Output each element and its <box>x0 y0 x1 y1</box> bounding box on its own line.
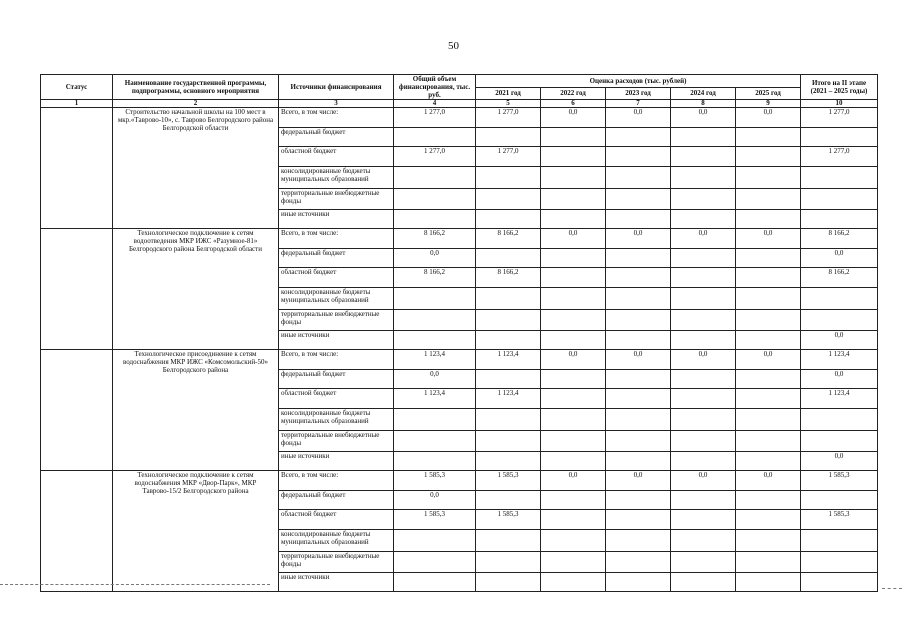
value-cell-y2024 <box>671 389 736 409</box>
value-cell-volume: 0,0 <box>394 370 476 389</box>
value-cell-y2021: 1 123,4 <box>476 389 541 409</box>
value-cell-y2021 <box>476 167 541 189</box>
value-cell-volume <box>394 331 476 350</box>
value-cell-y2025 <box>736 409 801 431</box>
value-cell-y2023 <box>606 331 671 350</box>
header-sources: Источники финансирования <box>279 75 394 100</box>
value-cell-volume: 0,0 <box>394 491 476 510</box>
source-label: иные источники <box>279 331 394 350</box>
value-cell-y2021: 1 585,3 <box>476 471 541 491</box>
value-cell-stage: 1 277,0 <box>801 147 878 167</box>
value-cell-volume: 1 123,4 <box>394 389 476 409</box>
value-cell-y2025 <box>736 189 801 210</box>
value-cell-y2025: 0,0 <box>736 229 801 249</box>
source-label: областной бюджет <box>279 268 394 288</box>
value-cell-y2024: 0,0 <box>671 471 736 491</box>
value-cell-stage: 0,0 <box>801 249 878 268</box>
value-cell-stage: 0,0 <box>801 331 878 350</box>
value-cell-volume: 1 277,0 <box>394 147 476 167</box>
value-cell-y2022 <box>541 431 606 452</box>
value-cell-y2023 <box>606 389 671 409</box>
value-cell-y2024 <box>671 530 736 552</box>
value-cell-y2023: 0,0 <box>606 471 671 491</box>
status-cell <box>41 108 113 229</box>
value-cell-y2025 <box>736 167 801 189</box>
value-cell-y2025 <box>736 310 801 331</box>
event-name: Технологическое подключение к сетям водоотведения МКР ИЖС «Разумное-81» Белгородского района Белгородской области <box>113 229 279 350</box>
value-cell-y2021 <box>476 128 541 147</box>
value-cell-stage <box>801 573 878 592</box>
column-number: 8 <box>671 100 736 108</box>
value-cell-y2023: 0,0 <box>606 229 671 249</box>
value-cell-volume: 0,0 <box>394 249 476 268</box>
source-label: федеральный бюджет <box>279 128 394 147</box>
column-numbers-row <box>41 100 878 108</box>
value-cell-y2024 <box>671 431 736 452</box>
value-cell-y2022 <box>541 249 606 268</box>
value-cell-y2023 <box>606 530 671 552</box>
value-cell-stage <box>801 128 878 147</box>
value-cell-volume <box>394 452 476 471</box>
value-cell-y2023 <box>606 147 671 167</box>
value-cell-y2024 <box>671 409 736 431</box>
value-cell-stage: 0,0 <box>801 370 878 389</box>
value-cell-y2025: 0,0 <box>736 108 801 128</box>
header-year-2021: 2021 год <box>476 87 541 100</box>
source-label: консолидированные бюджеты муниципальных образований <box>279 167 394 189</box>
value-cell-y2022 <box>541 210 606 229</box>
value-cell-y2022: 0,0 <box>541 471 606 491</box>
value-cell-stage <box>801 310 878 331</box>
table-row <box>41 350 878 370</box>
value-cell-volume <box>394 128 476 147</box>
value-cell-stage: 1 585,3 <box>801 510 878 530</box>
value-cell-stage: 1 277,0 <box>801 108 878 128</box>
source-label: Всего, в том числе: <box>279 471 394 491</box>
value-cell-volume: 8 166,2 <box>394 229 476 249</box>
value-cell-y2025 <box>736 249 801 268</box>
source-label: областной бюджет <box>279 389 394 409</box>
header-year-2023: 2023 год <box>606 87 671 100</box>
value-cell-y2023 <box>606 288 671 310</box>
value-cell-y2021 <box>476 491 541 510</box>
value-cell-y2025: 0,0 <box>736 471 801 491</box>
value-cell-y2024 <box>671 210 736 229</box>
value-cell-y2025 <box>736 491 801 510</box>
page-number: 50 <box>448 40 459 52</box>
status-cell <box>41 350 113 471</box>
header-year-2022: 2022 год <box>541 87 606 100</box>
value-cell-y2021: 1 277,0 <box>476 108 541 128</box>
value-cell-y2021 <box>476 310 541 331</box>
column-number: 10 <box>801 100 878 108</box>
status-cell <box>41 229 113 350</box>
column-number: 9 <box>736 100 801 108</box>
value-cell-y2022 <box>541 288 606 310</box>
value-cell-y2025 <box>736 370 801 389</box>
column-number: 2 <box>113 100 279 108</box>
event-name: Строительство начальной школы на 100 мест в мкр.«Таврово-10», с. Таврово Белгородского района Белгородской области <box>113 108 279 229</box>
value-cell-volume: 1 123,4 <box>394 350 476 370</box>
source-label: областной бюджет <box>279 147 394 167</box>
value-cell-y2024 <box>671 128 736 147</box>
value-cell-y2023 <box>606 409 671 431</box>
value-cell-y2024 <box>671 249 736 268</box>
scan-artifact-line <box>882 588 902 589</box>
value-cell-volume <box>394 431 476 452</box>
source-label: областной бюджет <box>279 510 394 530</box>
header-total-volume: Общий объем финансирования, тыс. руб. <box>394 75 476 100</box>
value-cell-y2023: 0,0 <box>606 350 671 370</box>
source-label: консолидированные бюджеты муниципальных образований <box>279 409 394 431</box>
value-cell-volume <box>394 189 476 210</box>
value-cell-stage: 8 166,2 <box>801 229 878 249</box>
value-cell-y2023 <box>606 552 671 573</box>
event-name: Технологическое подключение к сетям водоснабжения МКР «Двор-Парк», МКР Таврово-15/2 Белгородского района <box>113 471 279 592</box>
value-cell-stage <box>801 491 878 510</box>
event-name: Технологическое присоединение к сетям водоснабжения МКР ИЖС «Комсомольский-50» Белгородского района <box>113 350 279 471</box>
value-cell-y2025: 0,0 <box>736 350 801 370</box>
value-cell-y2023 <box>606 189 671 210</box>
value-cell-y2022: 0,0 <box>541 350 606 370</box>
value-cell-y2022 <box>541 530 606 552</box>
column-number: 4 <box>394 100 476 108</box>
value-cell-y2022 <box>541 510 606 530</box>
value-cell-volume <box>394 409 476 431</box>
value-cell-y2021 <box>476 189 541 210</box>
header-program-name: Наименование государственной программы, подпрограммы, основного мероприятия <box>113 75 279 100</box>
column-number: 1 <box>41 100 113 108</box>
value-cell-stage: 1 123,4 <box>801 350 878 370</box>
header-year-2025: 2025 год <box>736 87 801 100</box>
value-cell-y2024 <box>671 491 736 510</box>
value-cell-y2024 <box>671 288 736 310</box>
value-cell-y2022 <box>541 310 606 331</box>
value-cell-y2021 <box>476 331 541 350</box>
value-cell-y2023 <box>606 491 671 510</box>
value-cell-y2023 <box>606 128 671 147</box>
value-cell-y2021 <box>476 210 541 229</box>
table-row <box>41 471 878 491</box>
value-cell-y2025 <box>736 431 801 452</box>
value-cell-volume <box>394 552 476 573</box>
value-cell-volume: 1 277,0 <box>394 108 476 128</box>
column-number: 7 <box>606 100 671 108</box>
value-cell-stage <box>801 409 878 431</box>
source-label: консолидированные бюджеты муниципальных образований <box>279 288 394 310</box>
source-label: федеральный бюджет <box>279 249 394 268</box>
value-cell-volume: 1 585,3 <box>394 471 476 491</box>
header-estimate: Оценка расходов (тыс. рублей) <box>476 75 801 88</box>
column-number: 3 <box>279 100 394 108</box>
value-cell-y2022: 0,0 <box>541 108 606 128</box>
value-cell-stage: 1 585,3 <box>801 471 878 491</box>
value-cell-y2024 <box>671 573 736 592</box>
table-row <box>41 108 878 128</box>
table-row <box>41 229 878 249</box>
source-label: Всего, в том числе: <box>279 350 394 370</box>
value-cell-y2021 <box>476 573 541 592</box>
value-cell-y2022 <box>541 552 606 573</box>
value-cell-y2021 <box>476 288 541 310</box>
value-cell-y2022 <box>541 389 606 409</box>
source-label: федеральный бюджет <box>279 491 394 510</box>
value-cell-y2024 <box>671 552 736 573</box>
value-cell-y2023 <box>606 167 671 189</box>
column-number: 5 <box>476 100 541 108</box>
value-cell-y2023 <box>606 370 671 389</box>
status-cell <box>41 471 113 592</box>
source-label: иные источники <box>279 573 394 592</box>
value-cell-y2021 <box>476 452 541 471</box>
value-cell-y2025 <box>736 268 801 288</box>
value-cell-y2022 <box>541 167 606 189</box>
value-cell-volume <box>394 530 476 552</box>
value-cell-y2023 <box>606 268 671 288</box>
source-label: Всего, в том числе: <box>279 229 394 249</box>
header-status: Статус <box>41 75 113 100</box>
value-cell-y2021 <box>476 370 541 389</box>
value-cell-volume <box>394 573 476 592</box>
value-cell-y2024 <box>671 510 736 530</box>
value-cell-y2023 <box>606 249 671 268</box>
value-cell-y2024 <box>671 189 736 210</box>
value-cell-stage <box>801 210 878 229</box>
value-cell-y2022 <box>541 370 606 389</box>
value-cell-volume <box>394 167 476 189</box>
value-cell-y2021: 8 166,2 <box>476 229 541 249</box>
value-cell-y2022 <box>541 331 606 350</box>
value-cell-y2022 <box>541 128 606 147</box>
value-cell-y2023 <box>606 573 671 592</box>
header-year-2024: 2024 год <box>671 87 736 100</box>
value-cell-y2022 <box>541 189 606 210</box>
value-cell-y2025 <box>736 552 801 573</box>
value-cell-stage <box>801 288 878 310</box>
value-cell-volume <box>394 310 476 331</box>
value-cell-volume: 8 166,2 <box>394 268 476 288</box>
value-cell-y2023 <box>606 510 671 530</box>
value-cell-y2025 <box>736 452 801 471</box>
value-cell-y2024 <box>671 370 736 389</box>
value-cell-y2025 <box>736 128 801 147</box>
value-cell-y2022 <box>541 452 606 471</box>
value-cell-y2024 <box>671 268 736 288</box>
source-label: консолидированные бюджеты муниципальных образований <box>279 530 394 552</box>
value-cell-y2024: 0,0 <box>671 108 736 128</box>
value-cell-y2025 <box>736 210 801 229</box>
value-cell-y2021 <box>476 409 541 431</box>
value-cell-y2024 <box>671 147 736 167</box>
value-cell-stage <box>801 431 878 452</box>
value-cell-y2023: 0,0 <box>606 108 671 128</box>
value-cell-y2022: 0,0 <box>541 229 606 249</box>
source-label: федеральный бюджет <box>279 370 394 389</box>
value-cell-y2024 <box>671 452 736 471</box>
value-cell-volume: 1 585,3 <box>394 510 476 530</box>
header-stage-total: Итого на II этапе (2021 – 2025 годы) <box>801 75 878 100</box>
value-cell-y2024: 0,0 <box>671 350 736 370</box>
value-cell-volume <box>394 288 476 310</box>
value-cell-y2025 <box>736 147 801 167</box>
source-label: территориальные внебюджетные фонды <box>279 431 394 452</box>
value-cell-y2023 <box>606 310 671 331</box>
value-cell-y2024 <box>671 331 736 350</box>
value-cell-stage: 0,0 <box>801 452 878 471</box>
value-cell-stage <box>801 189 878 210</box>
value-cell-y2024 <box>671 310 736 331</box>
value-cell-y2021: 1 123,4 <box>476 350 541 370</box>
value-cell-y2025 <box>736 573 801 592</box>
value-cell-y2022 <box>541 409 606 431</box>
scan-artifact-line <box>0 584 270 585</box>
value-cell-y2025 <box>736 288 801 310</box>
value-cell-stage <box>801 552 878 573</box>
column-number: 6 <box>541 100 606 108</box>
value-cell-y2023 <box>606 431 671 452</box>
value-cell-y2023 <box>606 452 671 471</box>
value-cell-y2021 <box>476 530 541 552</box>
value-cell-y2022 <box>541 573 606 592</box>
source-label: Всего, в том числе: <box>279 108 394 128</box>
value-cell-y2025 <box>736 331 801 350</box>
budget-table <box>40 74 878 592</box>
value-cell-y2023 <box>606 210 671 229</box>
source-label: территориальные внебюджетные фонды <box>279 310 394 331</box>
value-cell-y2025 <box>736 389 801 409</box>
value-cell-y2024 <box>671 167 736 189</box>
value-cell-volume <box>394 210 476 229</box>
value-cell-stage: 8 166,2 <box>801 268 878 288</box>
value-cell-y2022 <box>541 268 606 288</box>
value-cell-y2021 <box>476 552 541 573</box>
source-label: иные источники <box>279 210 394 229</box>
value-cell-stage <box>801 167 878 189</box>
value-cell-y2022 <box>541 491 606 510</box>
value-cell-y2025 <box>736 530 801 552</box>
value-cell-stage: 1 123,4 <box>801 389 878 409</box>
value-cell-y2022 <box>541 147 606 167</box>
source-label: территориальные внебюджетные фонды <box>279 189 394 210</box>
source-label: иные источники <box>279 452 394 471</box>
value-cell-y2025 <box>736 510 801 530</box>
value-cell-stage <box>801 530 878 552</box>
value-cell-y2021: 1 277,0 <box>476 147 541 167</box>
value-cell-y2024: 0,0 <box>671 229 736 249</box>
value-cell-y2021 <box>476 431 541 452</box>
value-cell-y2021: 8 166,2 <box>476 268 541 288</box>
source-label: территориальные внебюджетные фонды <box>279 552 394 573</box>
value-cell-y2021: 1 585,3 <box>476 510 541 530</box>
value-cell-y2021 <box>476 249 541 268</box>
